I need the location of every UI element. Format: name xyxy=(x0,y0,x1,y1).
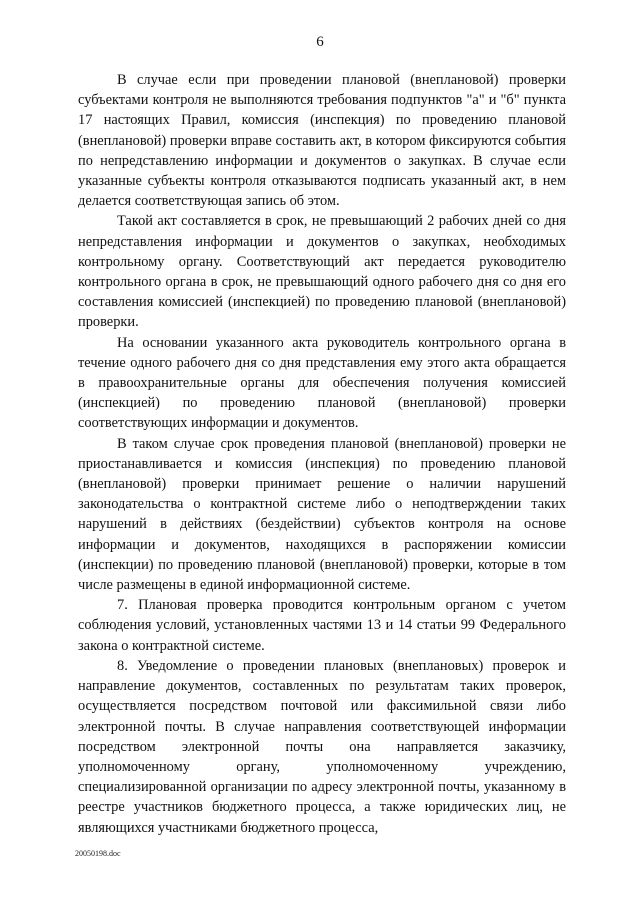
paragraph-item-8: 8. Уведомление о проведении плановых (внеплановых) проверок и направление документов, составленных по результатам таких проверок, осуществляется посредством почтовой или факсимильной связи либо электронной почты. В случае направления соответствующей информации посредством электронной почты она направляется заказчику, уполномоченному органу, уполномоченному учреждению, специализированной организации по адресу электронной почты, указанному в реестре участников бюджетного процесса, а также юридических лиц, не являющихся участниками бюджетного процесса, xyxy=(78,657,566,836)
paragraph-inspection-term: В таком случае срок проведения плановой (внеплановой) проверки не приостанавливается и комиссия (инспекция) по проведению плановой (внеплановой) проверки принимает решение о наличии нарушений законодательства о контрактной системе либо о неподтверждении таких нарушений в действиях (бездействии) субъектов контроля на основе информации и документов, находящихся в распоряжении комиссии (инспекции) по проведению плановой (внеплановой) проверки, которые в том числе размещены в единой информационной системе. xyxy=(78,435,566,594)
paragraph-act-noncompliance: В случае если при проведении плановой (внеплановой) проверки субъектами контроля не выполняются требования подпунктов "а" и "б" пункта 17 настоящих Правил, комиссия (инспекция) по проведению плановой (внеплановой) проверки вправе составить акт, в котором фиксируются события по непредставлению информации и документов о закупках. В случае если указанные субъекты контроля отказываются подписать указанный акт, в нем делается соответствующая запись об этом. xyxy=(78,72,566,210)
page-number: 6 xyxy=(316,34,324,50)
paragraph-act-deadline: Такой акт составляется в срок, не превышающий 2 рабочих дней со дня непредставления информации и документов о закупках, необходимых контрольному органу. Соответствующий акт передается руководителю контрольного органа в срок, не превышающий одного рабочего дня со дня его составления комиссией (инспекцией) по проведению плановой (внеплановой) проверки. xyxy=(78,213,566,331)
document-body xyxy=(78,70,566,838)
paragraph-law-enforcement-request: На основании указанного акта руководитель контрольного органа в течение одного рабочего дня со дня представления ему этого акта обращается в правоохранительные органы для обеспечения получения комиссией (инспекцией) по проведению плановой (внеплановой) проверки соответствующих информации и документов. xyxy=(78,334,566,432)
file-name-footer: 20050198.doc xyxy=(75,849,121,858)
paragraph-item-7: 7. Плановая проверка проводится контрольным органом с учетом соблюдения условий, установленных частями 13 и 14 статьи 99 Федерального закона о контрактной системе. xyxy=(78,597,566,654)
